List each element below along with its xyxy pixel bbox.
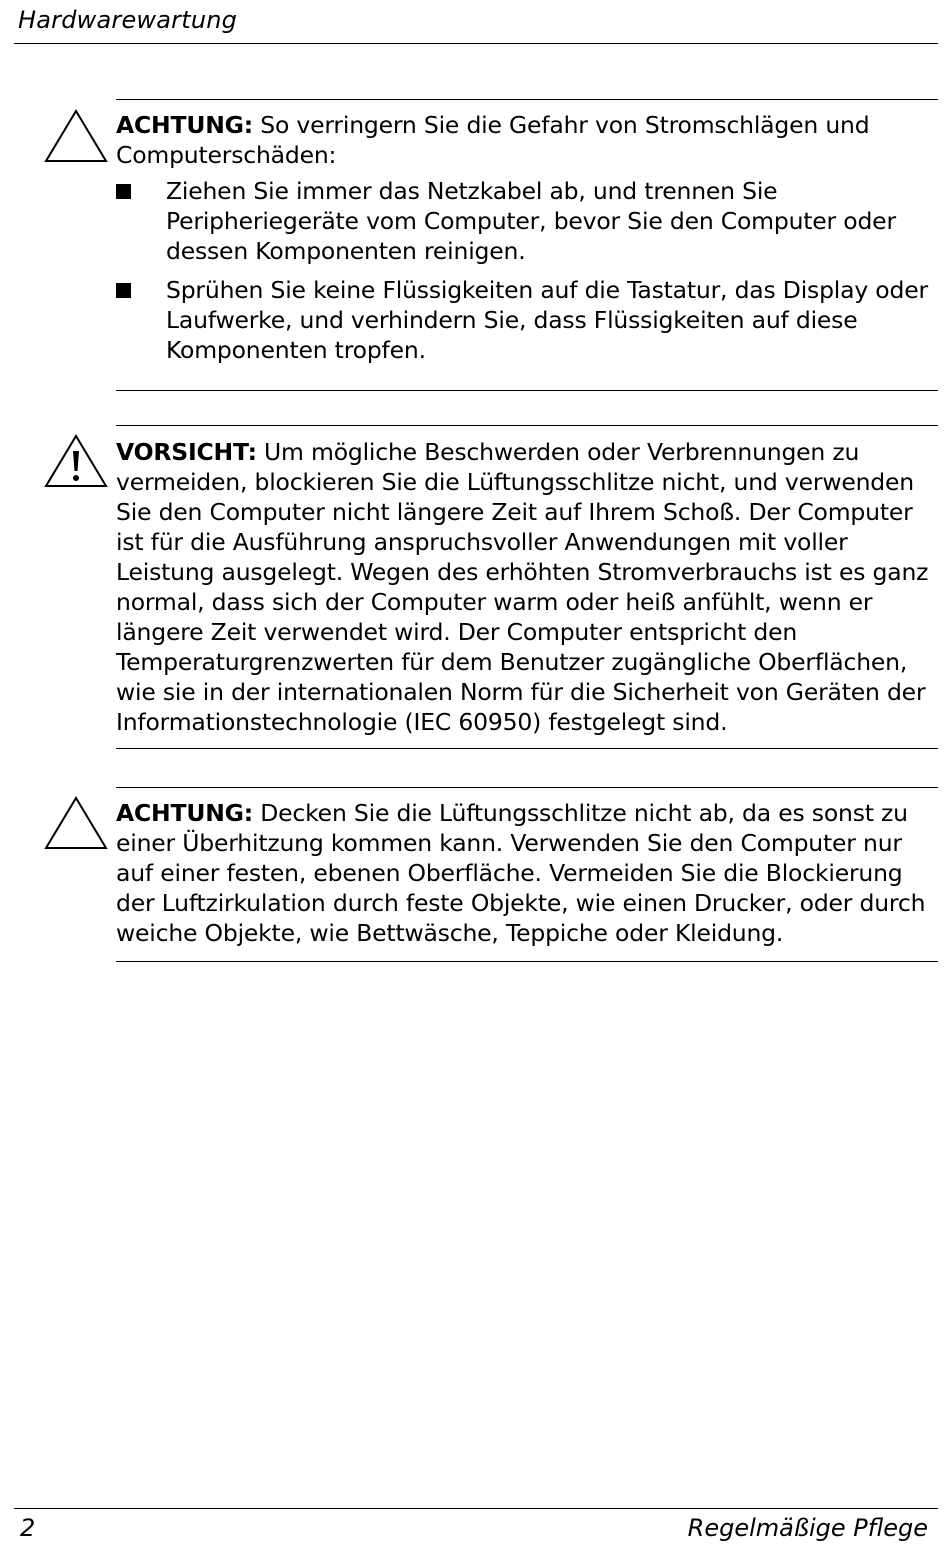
notice-body: Um mögliche Beschwerden oder Verbrennungen zu vermeiden, blockieren Sie die Lüftungsschlitze nicht, und verwenden Sie den Computer nicht längere Zeit auf Ihrem Schoß. Der Computer ist für die Ausführung anspruchsvoller Anwendungen mit voller Leistung ausgelegt. Wegen des erhöhten Stromverbrauchs ist es ganz normal, dass sich der Computer warm oder heiß anfühlt, wenn er längere Zeit verwendet wird. Der Computer entspricht den Temperaturgrenzwerten für dem Benutzer zugängliche Oberflächen, wie sie in der internationalen Norm für die Sicherheit von Geräten der Informationstechnologie (IEC 60950) festgelegt sind. <box>116 438 929 736</box>
notice-rule-bottom <box>116 748 938 749</box>
header-rule <box>14 43 938 44</box>
bullet-square-icon <box>116 283 131 298</box>
running-header: Hardwarewartung <box>18 6 238 34</box>
footer-section-title: Regelmäßige Pflege <box>687 1514 928 1542</box>
footer-rule <box>14 1508 938 1509</box>
notice-label: ACHTUNG: <box>116 111 253 139</box>
list-item: Ziehen Sie immer das Netzkabel ab, und trennen Sie Peripheriegeräte vom Computer, bevor Sie den Computer oder dessen Komponenten reinigen. <box>116 176 930 266</box>
notice-rule-bottom <box>116 390 938 391</box>
notice-rule-bottom <box>116 961 938 962</box>
notice-text <box>116 437 930 737</box>
notice-rule-top <box>116 425 938 426</box>
warning-triangle-icon <box>44 433 108 489</box>
page-number: 2 <box>20 1514 36 1542</box>
notice-text <box>116 798 930 948</box>
notice-body: So verringern Sie die Gefahr von Stromschlägen und Computerschäden: <box>116 111 870 169</box>
notice-text <box>116 110 930 374</box>
list-item: Sprühen Sie keine Flüssigkeiten auf die Tastatur, das Display oder Laufwerke, und verhindern Sie, dass Flüssigkeiten auf diese Komponenten tropfen. <box>116 275 930 365</box>
bullet-list <box>116 176 930 365</box>
notice-label: VORSICHT: <box>116 438 257 466</box>
notice-rule-top <box>116 787 938 788</box>
caution-triangle-icon <box>44 795 108 851</box>
notice-label: ACHTUNG: <box>116 799 253 827</box>
notice-body: Decken Sie die Lüftungsschlitze nicht ab, da es sonst zu einer Überhitzung kommen kann. Verwenden Sie den Computer nur auf einer festen, ebenen Oberfläche. Vermeiden Sie die Blockierung der Luftzirkulation durch feste Objekte, wie einen Drucker, oder durch weiche Objekte, wie Bettwäsche, Teppiche oder Kleidung. <box>116 799 926 947</box>
notice-rule-top <box>116 99 938 100</box>
bullet-square-icon <box>116 184 131 199</box>
caution-triangle-icon <box>44 108 108 164</box>
